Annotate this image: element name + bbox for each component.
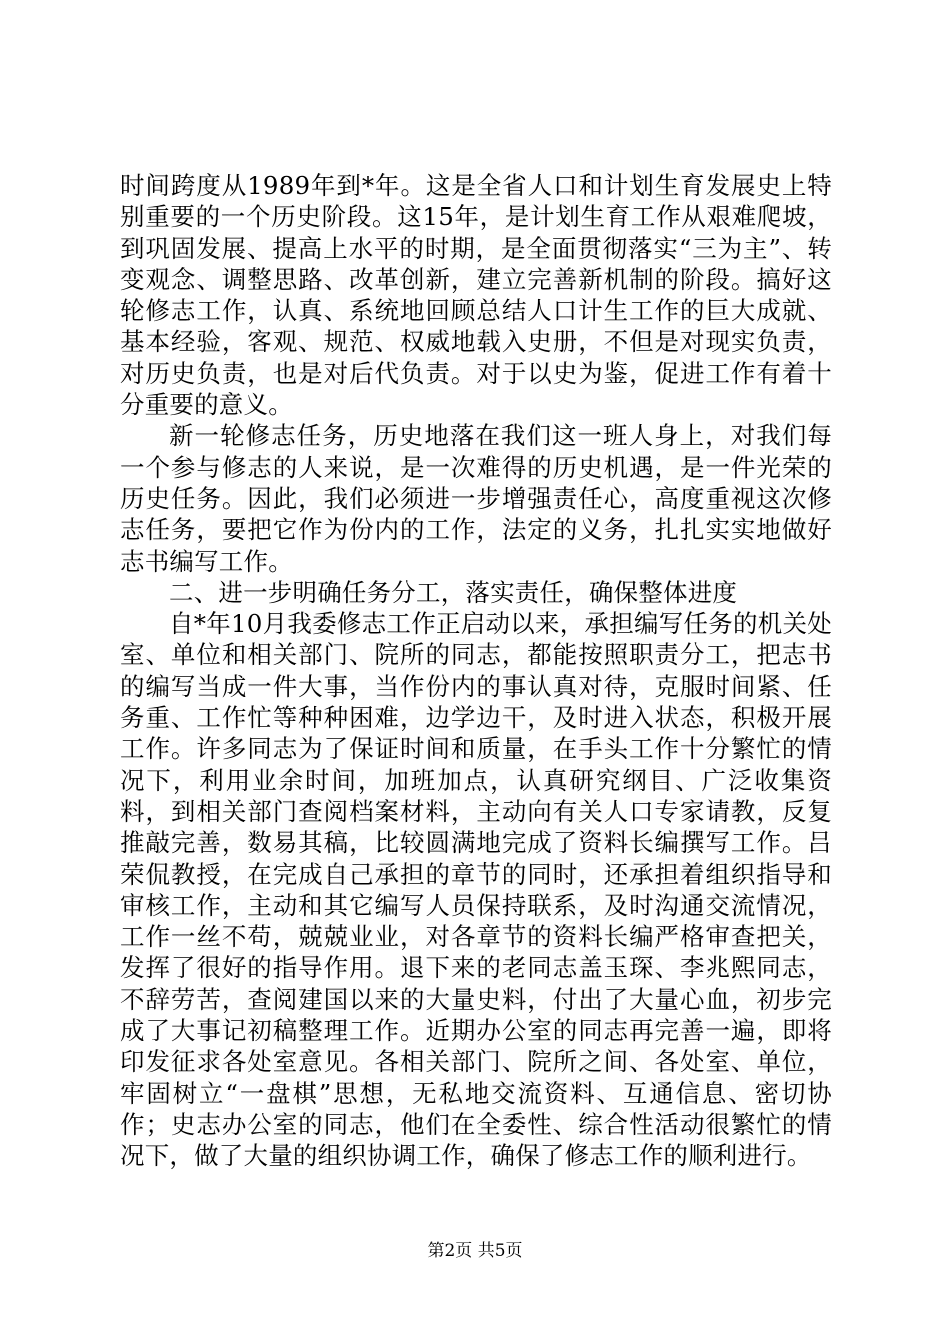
paragraph-task-significance: 新一轮修志任务，历史地落在我们这一班人身上，对我们每一个参与修志的人来说，是一次难得的历史机遇，是一件光荣的历史任务。因此，我们必须进一步增强责任心，高度重视这次修志任务，要把它作为份内的工作，法定的义务，扎扎实实地做好志书编写工作。 <box>120 421 832 576</box>
paragraph-progress-summary: 自*年10月我委修志工作正启动以来，承担编写任务的机关处室、单位和相关部门、院所的同志，都能按照职责分工，把志书的编写当成一件大事，当作份内的事认真对待，克服时间紧、任务重、工作忙等种种困难，边学边干，及时进入状态，积极开展工作。许多同志为了保证时间和质量，在手头工作十分繁忙的情况下，利用业余时间，加班加点，认真研究纲目、广泛收集资料，到相关部门查阅档案材料，主动向有关人口专家请教，反复推敲完善，数易其稿，比较圆满地完成了资料长编撰写工作。吕荣侃教授，在完成自己承担的章节的同时，还承担着组织指导和审核工作，主动和其它编写人员保持联系，及时沟通交流情况，工作一丝不苟，兢兢业业，对各章节的资料长编严格审查把关，发挥了很好的指导作用。退下来的老同志盖玉琛、李兆熙同志，不辞劳苦，查阅建国以来的大量史料，付出了大量心血，初步完成了大事记初稿整理工作。近期办公室的同志再完善一遍，即将印发征求各处室意见。各相关部门、院所之间、各处室、单位，牢固树立“一盘棋”思想，无私地交流资料、互通信息、密切协作；史志办公室的同志，他们在全委性、综合性活动很繁忙的情况下，做了大量的组织协调工作，确保了修志工作的顺利进行。 <box>120 609 832 1171</box>
paragraph-continuation: 时间跨度从1989年到*年。这是全省人口和计划生育发展史上特别重要的一个历史阶段。这15年，是计划生育工作从艰难爬坡，到巩固发展、提高上水平的时期，是全面贯彻落实“三为主”、转变观念、调整思路、改革创新，建立完善新机制的阶段。搞好这轮修志工作，认真、系统地回顾总结人口计生工作的巨大成就、基本经验，客观、规范、权威地载入史册，不但是对现实负责，对历史负责，也是对后代负责。对于以史为鉴，促进工作有着十分重要的意义。 <box>120 171 832 420</box>
section-heading-2: 二、进一步明确任务分工，落实责任，确保整体进度 <box>169 577 738 607</box>
page-number-footer: 第2页 共5页 <box>427 1241 523 1261</box>
document-body <box>120 170 832 1172</box>
